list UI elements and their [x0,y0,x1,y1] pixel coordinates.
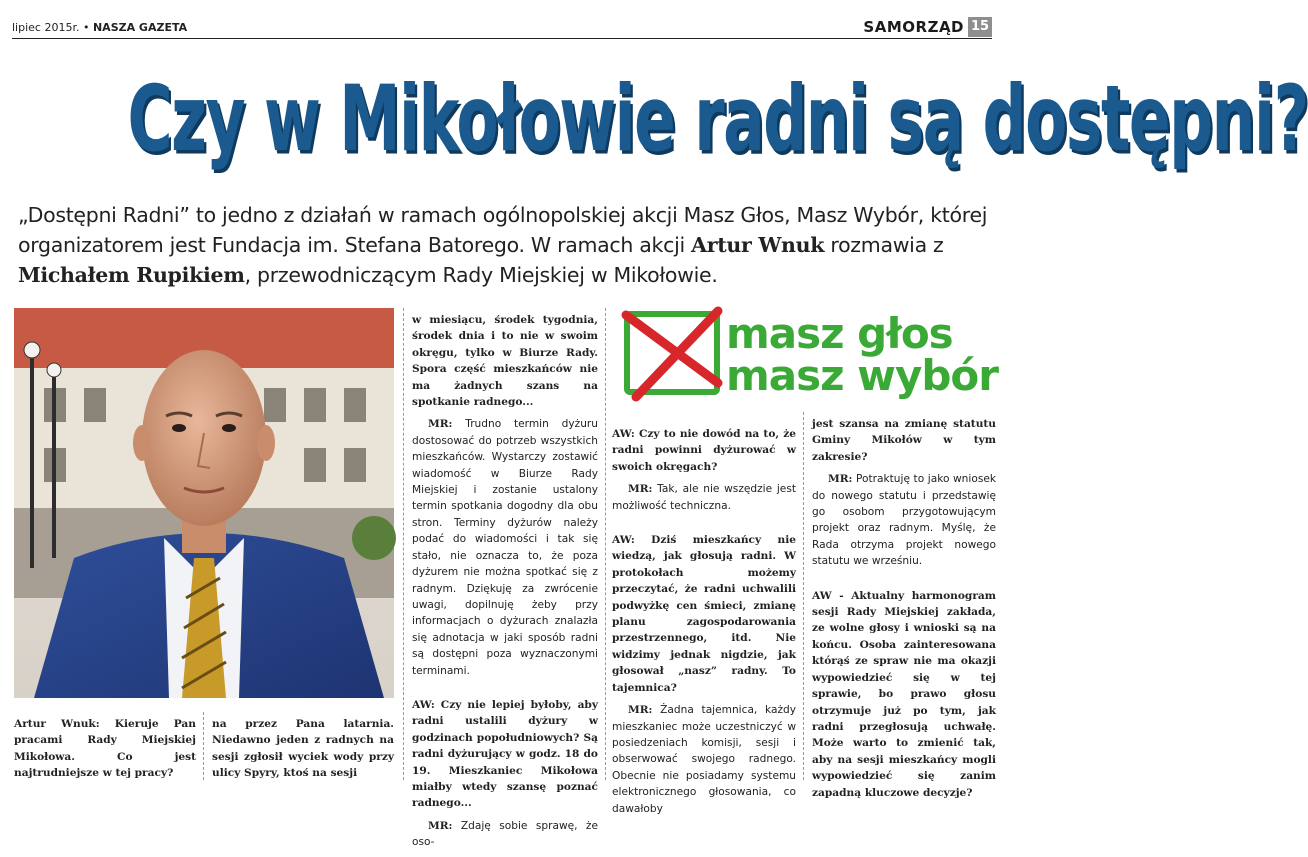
column-divider [803,412,804,780]
answer [412,818,598,851]
portrait-illustration [14,308,394,698]
page-number: 15 [968,17,992,37]
answer [412,416,598,679]
section-title: SAMORZĄD [863,18,964,36]
masz-glos-logo [618,305,998,405]
column-5 [812,416,996,807]
red-x-mark-icon [618,305,728,405]
lead-text-2: rozmawia z [824,233,944,257]
issue-date: lipiec 2015r. [12,21,80,34]
interviewer-name: Artur Wnuk [691,233,825,257]
question-continuation: jest szansa na zmianę statutu Gminy Mikołów w tym zakresie? [812,418,996,463]
paper-name: NASZA GAZETA [92,21,188,34]
column-4 [612,426,796,823]
page-header [0,0,1012,44]
lead-text-1: „Dostępni Radni” to jedno z działań w ramach ogólnopolskiej akcji Masz Głos, Masz Wybór, której organizatorem jest Fundacja im. Stefana Batorego. W ramach akcji [18,203,988,257]
answer-label: MR: [628,704,653,717]
lead-text-3: , przewodniczącym Rady Miejskiej w Mikołowie. [244,263,718,287]
answer [612,481,796,514]
answer-text: Potraktuję to jako wniosek do nowego statutu i przedstawię go osobom przygotowującym projekt oraz radnym. Myślę, że Rada otrzyma projekt nowego statutu we wrześniu. [812,473,996,568]
column-3 [412,312,598,857]
column-divider [605,308,606,780]
separator-bullet: • [82,21,90,34]
interviewee-name: Michałem Rupikiem [18,263,245,287]
portrait-photo [14,308,394,698]
answer-continuation: na przez Pana latarnia. Niedawno jeden z radnych na sesji zgłosił wyciek wody przy ulicy Spyry, ktoś na sesji [212,718,394,780]
column-2-bottom [212,716,394,788]
column-1-bottom [14,716,196,788]
answer [612,702,796,817]
question: AW: Czy to nie dowód na to, że radni powinni dyżurować w swoich okręgach? [612,428,796,473]
answer-label: MR: [828,473,853,486]
header-rule [12,38,992,39]
issue-line [12,21,187,34]
answer [812,471,996,569]
answer-text: Trudno termin dyżuru dostosować do potrzeb wszystkich mieszkańców. Wystarczy zostawić wiadomość w Biurze Rady Miejskiej i zostanie ustalony termin spotkania dogodny dla obu stron. Terminy dyżurów należy podać do wiadomości i tak się stało, nie oznacza to, że poza dyżurem nie można spotkać się z radnym. Dziękuję za zwrócenie uwagi, dopilnuję żeby przy informacjach o dyżurach znalazła się adnotacja w jaki sposób radni są dostępni poza wyznaczonymi terminami. [412,418,598,677]
logo-line-1: masz głos [726,309,953,358]
lead-paragraph [18,200,998,290]
question-continuation: w miesiącu, środek tygodnia, środek dnia i to nie w swoim okręgu, tylko w Biurze Rady. Spora część mieszkańców nie ma żadnych szans na spotkanie radnego... [412,314,598,409]
column-divider [403,308,404,780]
answer-text: Zdaję sobie sprawę, że oso- [412,819,598,849]
answer-text: Tak, ale nie wszędzie jest możliwość techniczna. [612,483,796,512]
answer-label: MR: [628,483,653,496]
column-divider [203,712,204,780]
answer-label: MR: [428,418,453,431]
headline: Czy w Mikołowie radni są dostępni? [127,67,1308,173]
question: AW - Aktualny harmonogram sesji Rady Miejskiej zakłada, ze wolne głosy i wnioski są na końcu. Osoba zainteresowana którąś ze spraw nie ma okazji wypowiedzieć się w tej sprawie, bo prawo głosu otrzymuje już po tym, jak radni przegłosują uchwałę. Może warto to zmienić tak, aby na sesji mieszkańcy mogli wypowiedzieć się zanim zapadną kluczowe decyzje? [812,589,996,799]
logo-line-2: masz wybór [726,351,998,400]
answer-text: Żadna tajemnica, każdy mieszkaniec może uczestniczyć w posiedzeniach komisji, sesji i obserwować swojego radnego. Obecnie nie posiadamy systemu elektronicznego głosowania, co dawałoby [612,704,796,815]
answer-label: MR: [428,819,453,832]
question: AW: Dziś mieszkańcy nie wiedzą, jak głosują radni. W protokołach możemy przeczytać, że radni uchwalili podwyżkę cen śmieci, zmianę planu zagospodarowania przestrzennego, itd. Nie widzimy jednak nigdzie, jak głosował „nasz” radny. To tajemnica? [612,534,796,694]
question: AW: Czy nie lepiej byłoby, aby radni ustalili dyżury w godzinach popołudniowych? Są radni dyżurujący w godz. 18 do 19. Mieszkaniec Mikołowa miałby wtedy szansę poznać radnego... [412,698,598,810]
question-opening: Artur Wnuk: Kieruje Pan pracami Rady Miejskiej Mikołowa. Co jest najtrudniejsze w tej pracy? [14,718,196,780]
